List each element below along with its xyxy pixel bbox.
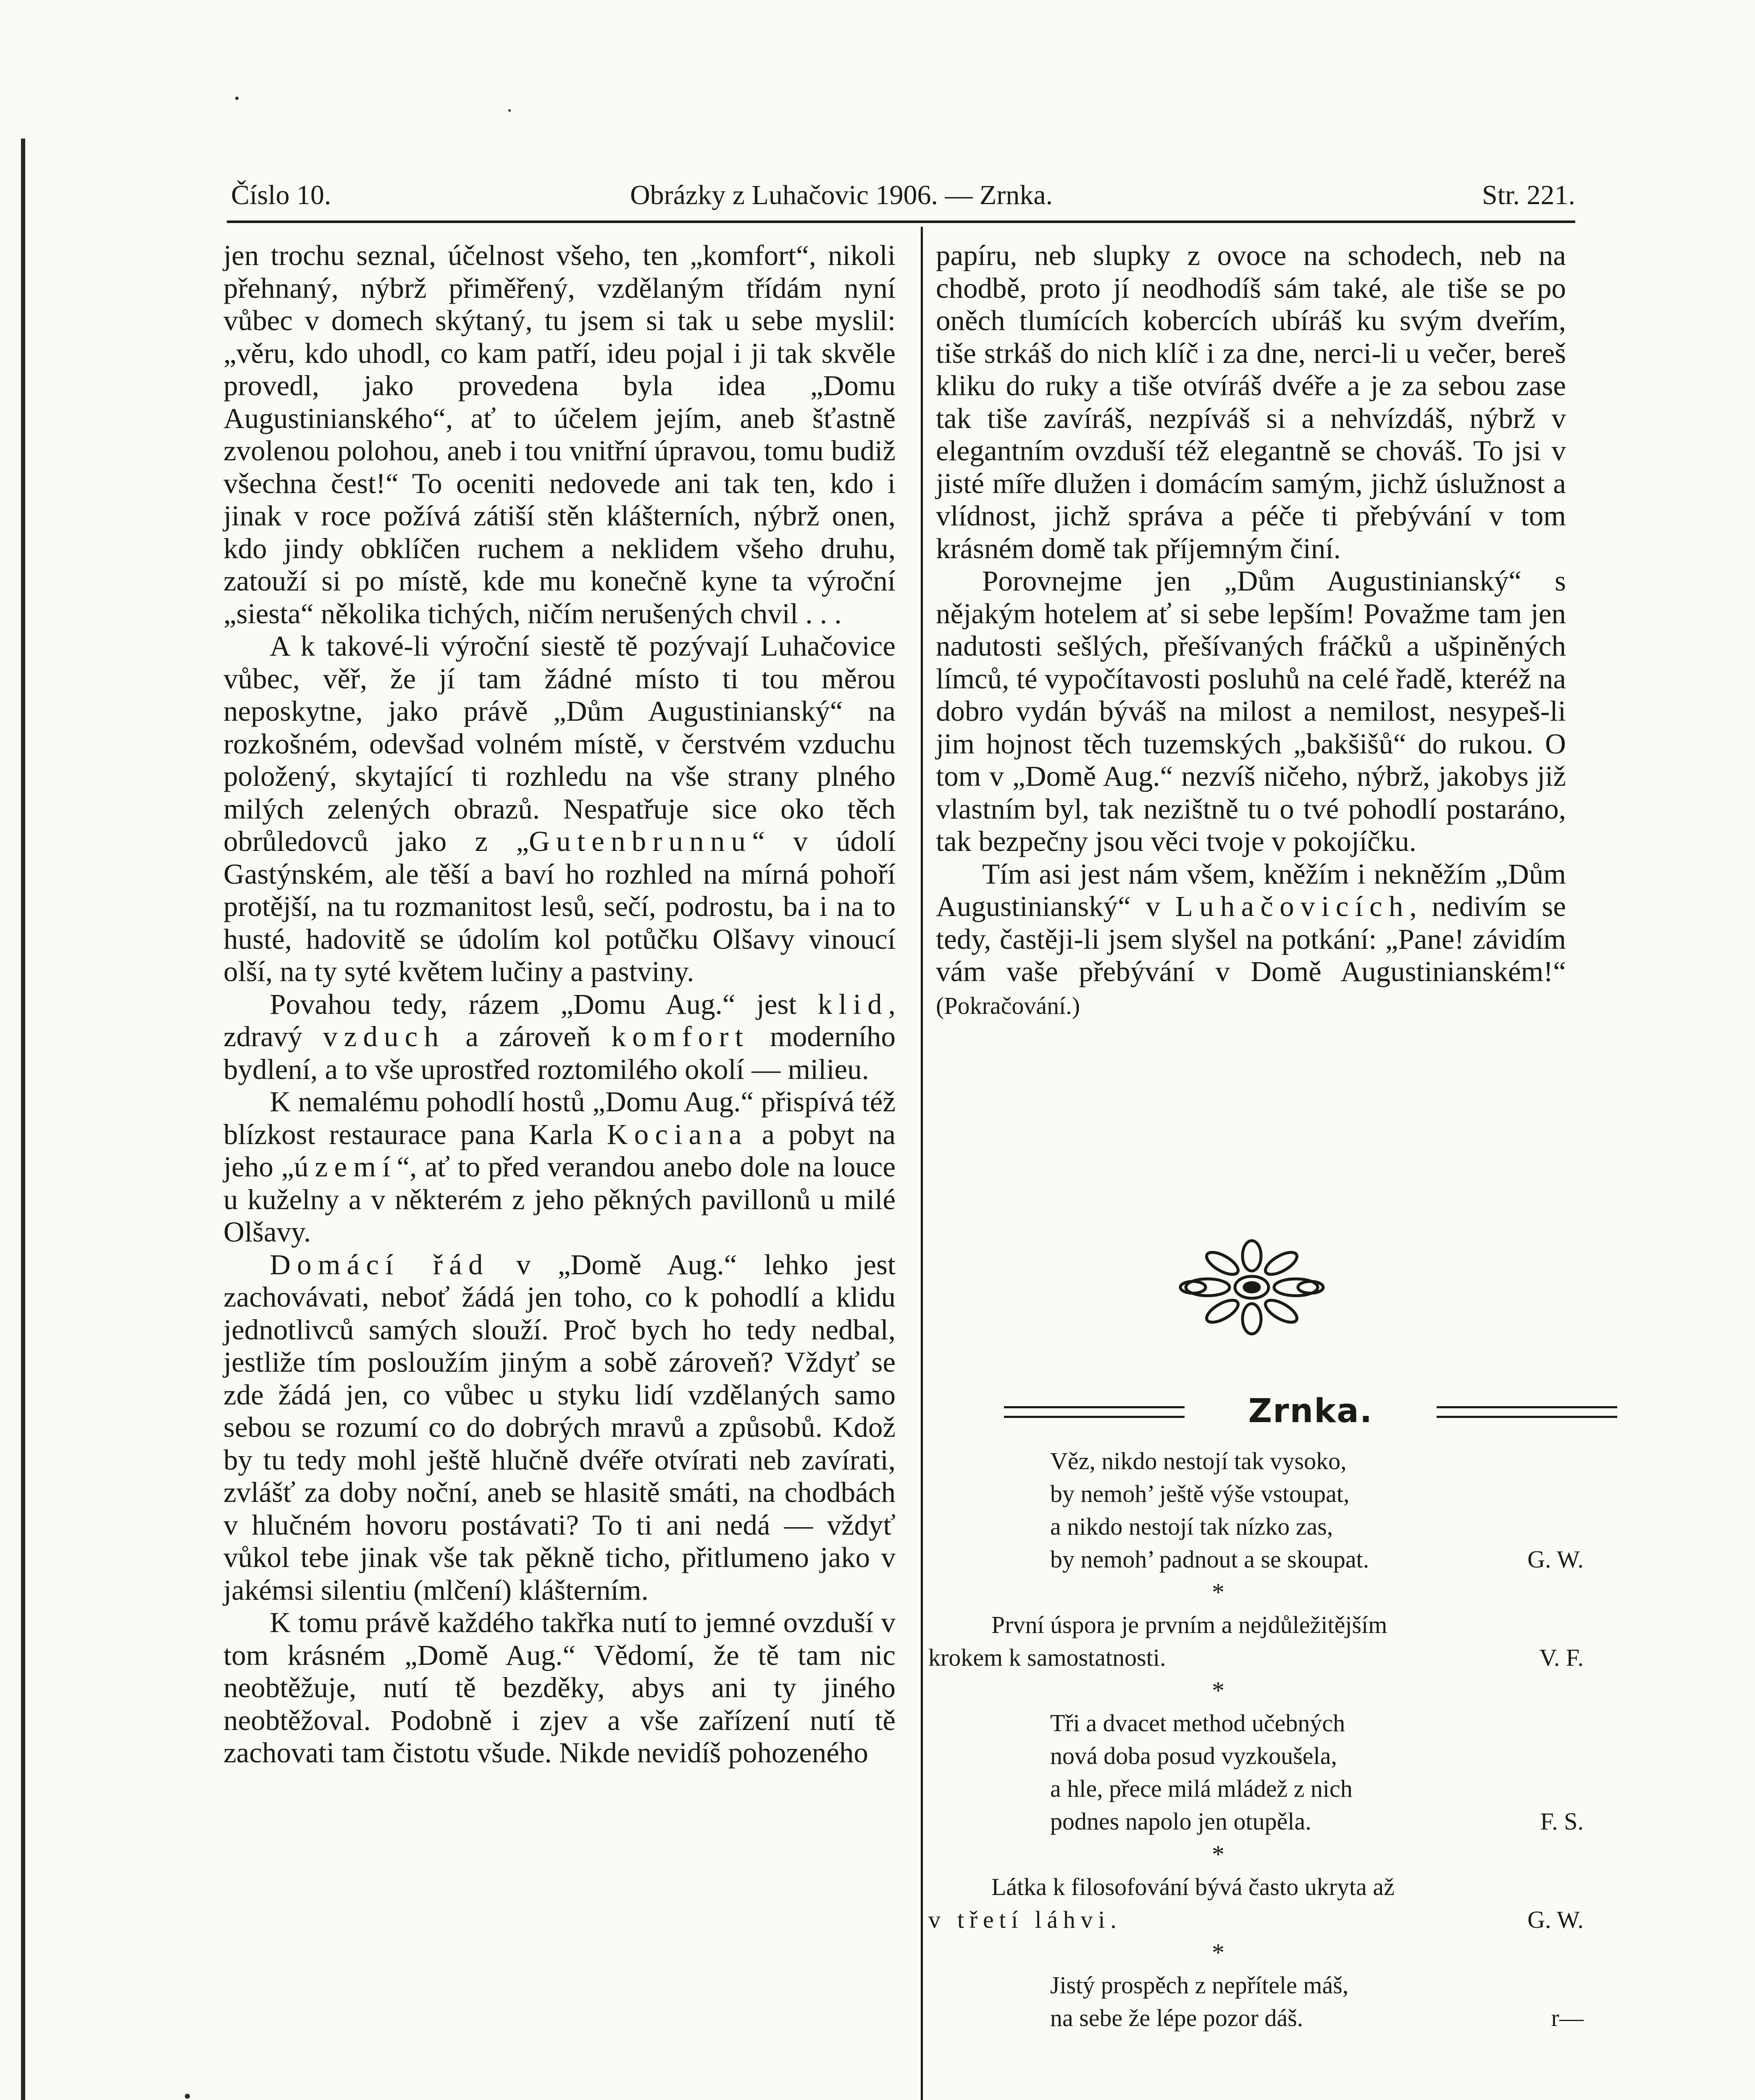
star-separator: *: [1212, 1578, 1224, 1606]
left-paragraph-5: Domácí řád v „Domě Aug.“ lehko jest zachovávati, neboť žádá jen toho, co k pohodlí a klidu jednotlivců samých slouží. Proč bych ho tedy nedbal, jestliže tím posloužím jiným a sobě zároveň? Vždyť se zde žádá jen, co vůbec u styku lidí vzdělaných samo sebou se rozumí co do dobrých mravů a způsobů. Kdož by tu tedy mohl ještě hlučně dvéře otvírati neb zavírati, zvlášť za doby noční, aneb se hlasitě smáti, na chodbách v hlučném hovoru postávati? To ti ani nedá — vždyť vůkol tebe jinak vše tak pěkně ticho, přitlumeno jako v jakémsi silentiu (mlčení) klášterním.: [223, 1248, 896, 1606]
left-paragraph-2: A k takové-li výroční siestě tě pozývají Luhačovice vůbec, věř, že jí tam žádné místo ti tou měrou neposkytne, jako právě „Dům Augustinianský“ na rozkošném, odevšad volném místě, v čerstvém vzduchu položený, skytající ti rozhledu na vše strany plného milých zelených obrazů. Nespatřuje sice oko těch obrůledovců jako z „Gutenbrunnu“ v údolí Gastýnském, ale těší a baví ho rozhled na mírná pohoří protější, na tu rozmanitost lesů, sečí, podrostu, ba i na to husté, hadovitě se údolím kol potůčku Olšavy vinoucí olší, na ty syté květem lučiny a pastviny.: [223, 630, 896, 987]
signature: G. W.: [1527, 1546, 1584, 1573]
star-separator: *: [1212, 1840, 1224, 1868]
page-number: Str. 221.: [1482, 180, 1575, 210]
aphorism-4: Látka k filosofování bývá často ukryta až v třetí láhvi. G. W.: [928, 1871, 1584, 1936]
aphorism-3: Tři a dvacet method učebných nová doba posud vyzkoušela, a hle, přece milá mládež z nich podnes napolo jen otupěla. F. S.: [928, 1707, 1584, 1838]
scan-speck: [185, 2094, 190, 2099]
zrnka-title: Zrnka.: [1248, 1392, 1373, 1430]
star-separator: *: [1212, 1939, 1224, 1966]
left-paragraph-3: Povahou tedy, rázem „Domu Aug.“ jest klid, zdravý vzduch a zároveň komfort moderního bydlení, a to vše uprostřed roztomilého okolí — milieu.: [223, 988, 896, 1085]
right-paragraph-1: papíru, neb slupky z ovoce na schodech, neb na chodbě, proto jí neodhodíš sám také, ale tiše se po oněch tlumících kobercích ubíráš ku svým dveřím, tiše strkáš do nich klíč i za dne, nerci-li u večer, bereš kliku do ruky a tiše otvíráš dvéře a je za sebou zase tak tiše zavíráš, nezpíváš si a nehvízdáš, nýbrž v elegantním ovzduší též elegantně se chováš. To jsi v jisté míře dlužen i domácím samým, jichž úslužnost a vlídnost, jichž správa a péče ti přebývání v tom krásném domě tak příjemným činí.: [936, 239, 1566, 564]
star-separator: *: [1212, 1677, 1224, 1704]
right-paragraph-3: Tím asi jest nám všem, kněžím i nekněžím „Dům Augustinianský“ v Luhačovicích, nedivím se tedy, častěji-li jsem slyšel na potkání: „Pane! závidím vám vaše přebývání v Domě Augustinianském!“ (Pokračování.): [936, 858, 1566, 1019]
signature: G. W.: [1527, 1906, 1584, 1933]
left-paragraph-6: K tomu právě každého takřka nutí to jemné ovzduší v tom krásném „Domě Aug.“ Vědomí, že tě tam nic neobtěžuje, nutí tě bezděky, abys ani ty jiného neobtěžoval. Podobně i zjev a vše zařízení nutí tě zachovati tam čistotu všude. Nikde nevidíš pohozeného: [223, 1606, 896, 1769]
aphorisms-list: [928, 1445, 1584, 2034]
header-rule: [227, 220, 1575, 223]
right-column: [936, 239, 1566, 1022]
left-paragraph-1: jen trochu seznal, účelnost všeho, ten „komfort“, nikoli přehnaný, nýbrž přiměřený, vzdělaným třídám nyní vůbec v domech skýtaný, tu jsem si tak u sebe myslil: „věru, kdo uhodl, co kam patří, ideu pojal i ji tak skvěle provedl, jako provedena byla idea „Domu Augustinianského“, ať to účelem jejím, aneb šťastně zvolenou polohou, aneb i tou vnitřní úpravou, tomu budiž všechna čest!“ To oceniti nedovede ani tak ten, kdo i jinak v roce požívá zátiší stěn klášterních, nýbrž onen, kdo jindy obklíčen ruchem a neklidem všeho druhu, zatouží si po místě, kde mu konečně kyne ta výroční „siesta“ několika tichých, ničím nerušených chvil . . .: [223, 239, 896, 630]
heading-rule-right: [1437, 1406, 1617, 1418]
signature: V. F.: [1539, 1644, 1584, 1671]
aphorism-5: Jistý prospěch z nepřítele máš, na sebe že lépe pozor dáš. r—: [928, 1969, 1584, 2034]
right-paragraph-2: Porovnejme jen „Dům Augustinianský“ s nějakým hotelem ať si sebe lepším! Považme tam jen nadutosti sešlých, přešívaných fráčků a ušpiněných límců, té vypočítavosti posluhů na celé řadě, kteréž na dobro vydán býváš na milost a nemilost, nesypeš-li jim hojnost těch tuzemských „bakšišů“ do rukou. O tom v „Domě Aug.“ nezvíš ničeho, nýbrž, jakobys již vlastním byl, tak nezištně tu o tvé pohodlí postaráno, tak bezpečny jsou věci tvoje v pokojíčku.: [936, 565, 1566, 857]
scan-speck: [508, 109, 511, 112]
left-paragraph-4: K nemalému pohodlí hostů „Domu Aug.“ přispívá též blízkost restaurace pana Karla Kociana a pobyt na jeho „území“, ať to před verandou anebo dole na louce u kuželny a v některém z jeho pěkných pavillonů u milé Olšavy.: [223, 1086, 896, 1248]
zrnka-heading: [1004, 1390, 1617, 1432]
running-title: Obrázky z Luhačovic 1906. — Zrnka.: [630, 180, 1053, 210]
aphorism-1: Věz, nikdo nestojí tak vysoko, by nemoh’ ještě výše vstoupat, a nikdo nestojí tak nízko zas, by nemoh’ padnout a se skoupat. G. W.: [928, 1445, 1584, 1576]
aphorism-2: První úspora je prvním a nejdůležitějším krokem k samostatnosti. V. F.: [928, 1609, 1584, 1674]
issue-number: Číslo 10.: [231, 180, 331, 210]
scan-speck: [235, 97, 239, 100]
continuation-note: (Pokračování.): [936, 992, 1080, 1019]
scan-edge-line: [21, 139, 25, 2100]
flower-ornament-icon: [1176, 1239, 1327, 1336]
signature: F. S.: [1540, 1808, 1584, 1835]
signature: r—: [1551, 2004, 1584, 2032]
left-column: [223, 239, 896, 1769]
column-divider: [921, 227, 923, 2100]
page-header: [231, 176, 1575, 214]
heading-rule-left: [1004, 1406, 1185, 1418]
